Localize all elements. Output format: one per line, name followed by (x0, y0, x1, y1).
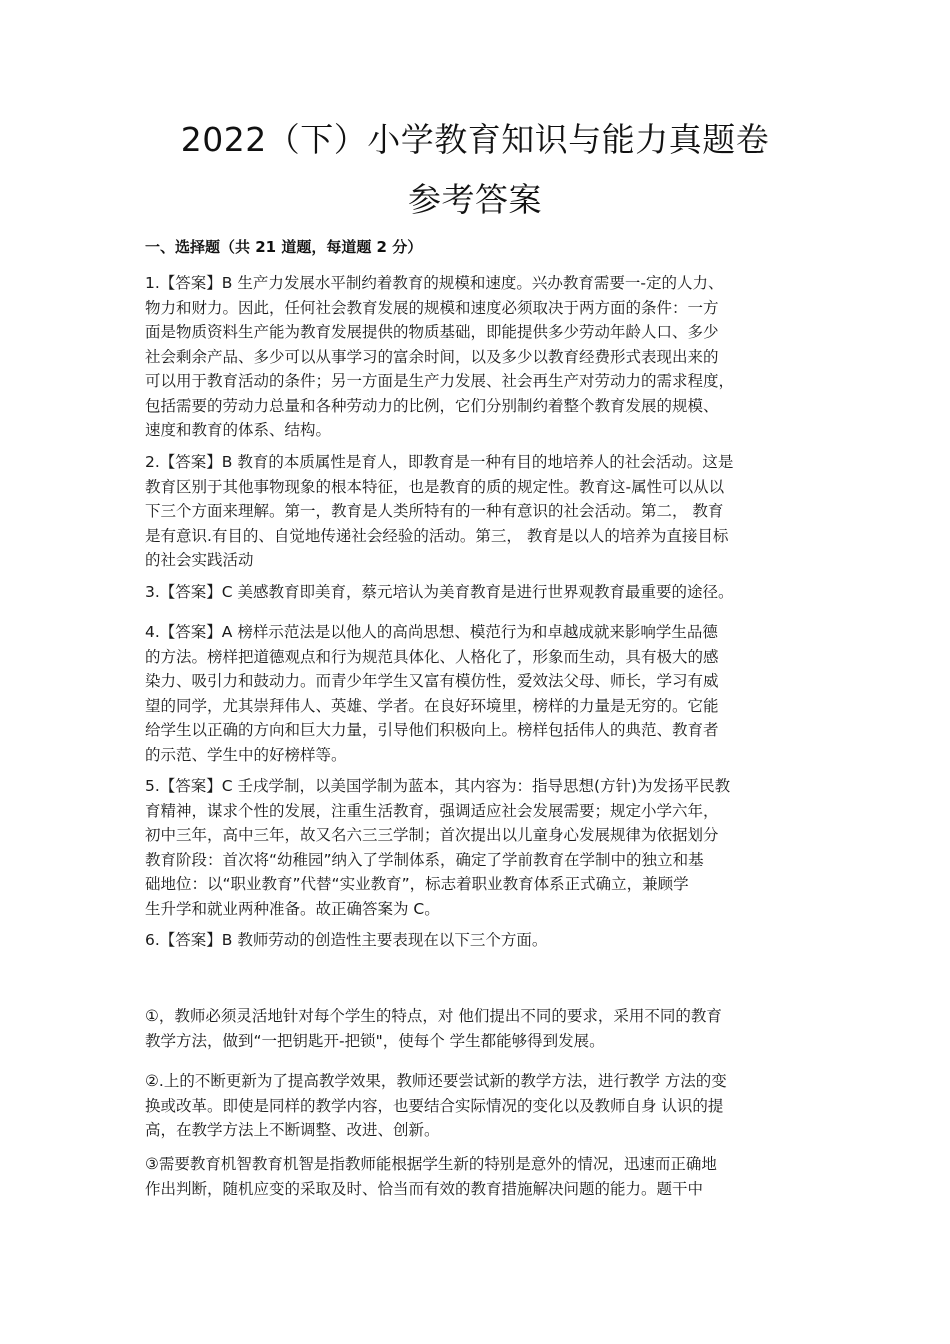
answer-paragraph-2 (145, 450, 813, 573)
page-title: 2022（下）小学教育知识与能力真题卷 (180, 120, 770, 159)
answer-paragraph-4 (145, 620, 813, 767)
answer-paragraph-1 (145, 271, 813, 443)
text-line: 换或改革。即使是同样的教学内容，也要结合实际情况的变化以及教师自身 认识的提 (145, 1096, 724, 1115)
answer-point-2 (145, 1069, 813, 1143)
text-line: 教育阶段：首次将“幼稚园”纳入了学制体系，确定了学前教育在学制中的独立和基 (145, 850, 704, 869)
text-line: 是有意识.有目的、自觉地传递社会经验的活动。第三， 教育是以人的培养为直接目标 (145, 526, 729, 545)
text-line: 初中三年，高中三年，故又名六三三学制；首次提出以儿童身心发展规律为依据划分 (145, 826, 719, 844)
text-line: 速度和教育的体系、结构。 (145, 421, 332, 439)
text-line: 面是物质资料生产能为教育发展提供的物质基础，即能提供多少劳动年龄人口、多少 (145, 323, 719, 341)
text-line: 教学方法，做到“一把钥匙开-把锁"，使每个 学生都能够得到发展。 (145, 1031, 605, 1050)
text-line: 社会剩余产品、多少可以从事学习的富余时间，以及多少以教育经费形式表现出来的 (145, 347, 719, 366)
text-line: 4.【答案】A 榜样示范法是以他人的高尚思想、模范行为和卓越成就来影响学生品德 (145, 623, 718, 641)
text-line: 5.【答案】C 壬戌学制，以美国学制为蓝本，其内容为：指导思想(方针)为发扬平民教 (145, 777, 731, 795)
text-line: 生升学和就业两种准备。故正确答案为 C。 (145, 899, 440, 918)
text-line: 给学生以正确的方向和巨大力量，引导他们积极向上。榜样包括伟人的典范、教育者 (145, 721, 719, 739)
section-heading: 一、选择题（共 21 道题，每道题 2 分） (145, 238, 423, 256)
text-line: 可以用于教育活动的条件；另一方面是生产力发展、社会再生产对劳动力的需求程度， (145, 372, 735, 390)
text-line: 的社会实践活动 (145, 551, 254, 569)
text-line: 教育区别于其他事物现象的根本特征，也是教育的质的规定性。教育这-属性可以从以 (145, 477, 725, 496)
answer-paragraph-3 (145, 580, 813, 605)
text-line: 础地位：以“职业教育”代替“实业教育”，标志着职业教育体系正式确立，兼顾学 (145, 875, 689, 893)
answer-point-3 (145, 1152, 813, 1201)
text-line: 望的同学，尤其崇拜伟人、英雄、学者。在良好环境里，榜样的力量是无穷的。它能 (145, 696, 719, 715)
text-line: 高，在教学方法上不断调整、改进、创新。 (145, 1121, 440, 1139)
text-line: 作出判断，随机应变的采取及时、恰当而有效的教育措施解决问题的能力。题干中 (145, 1179, 704, 1198)
text-line: 的方法。榜样把道德观点和行为规范具体化、人格化了，形象而生动，具有极大的感 (145, 647, 719, 666)
text-line: 1.【答案】B 生产力发展水平制约着教育的规模和速度。兴办教育需要一-定的人力、 (145, 274, 724, 292)
text-line: 下三个方面来理解。第一，教育是人类所特有的一种有意识的社会活动。第二， 教育 (145, 502, 724, 520)
text-line: ②.上的不断更新为了提高教学效果，教师还要尝试新的教学方法，进行教学 方法的变 (145, 1072, 727, 1090)
page-subtitle: 参考答案 (408, 180, 542, 219)
answer-paragraph-5 (145, 774, 813, 921)
text-line: 2.【答案】B 教育的本质属性是育人，即教育是一种有目的地培养人的社会活动。这是 (145, 453, 734, 471)
text-line: ①，教师必须灵活地针对每个学生的特点，对 他们提出不同的要求，采用不同的教育 (145, 1007, 722, 1025)
text-line: 3.【答案】C 美感教育即美育，蔡元培认为美育教育是进行世界观教育最重要的途径。 (145, 583, 734, 601)
text-line: 物力和财力。因此，任何社会教育发展的规模和速度必须取决于两方面的条件：一方 (145, 298, 719, 317)
text-line: 的示范、学生中的好榜样等。 (145, 745, 347, 764)
text-line: ③需要教育机智教育机智是指教师能根据学生新的特别是意外的情况，迅速而正确地 (145, 1155, 717, 1173)
answer-point-1 (145, 1004, 813, 1053)
text-line: 包括需要的劳动力总量和各种劳动力的比例，它们分别制约着整个教育发展的规模、 (145, 396, 719, 415)
text-line: 染力、吸引力和鼓动力。而青少年学生又富有模仿性，爱效法父母、师长，学习有威 (145, 672, 719, 690)
text-line: 育精神，谋求个性的发展，注重生活教育，强调适应社会发展需要；规定小学六年， (145, 801, 719, 820)
text-line: 6.【答案】B 教师劳动的创造性主要表现在以下三个方面。 (145, 931, 548, 949)
answer-paragraph-6 (145, 928, 813, 953)
